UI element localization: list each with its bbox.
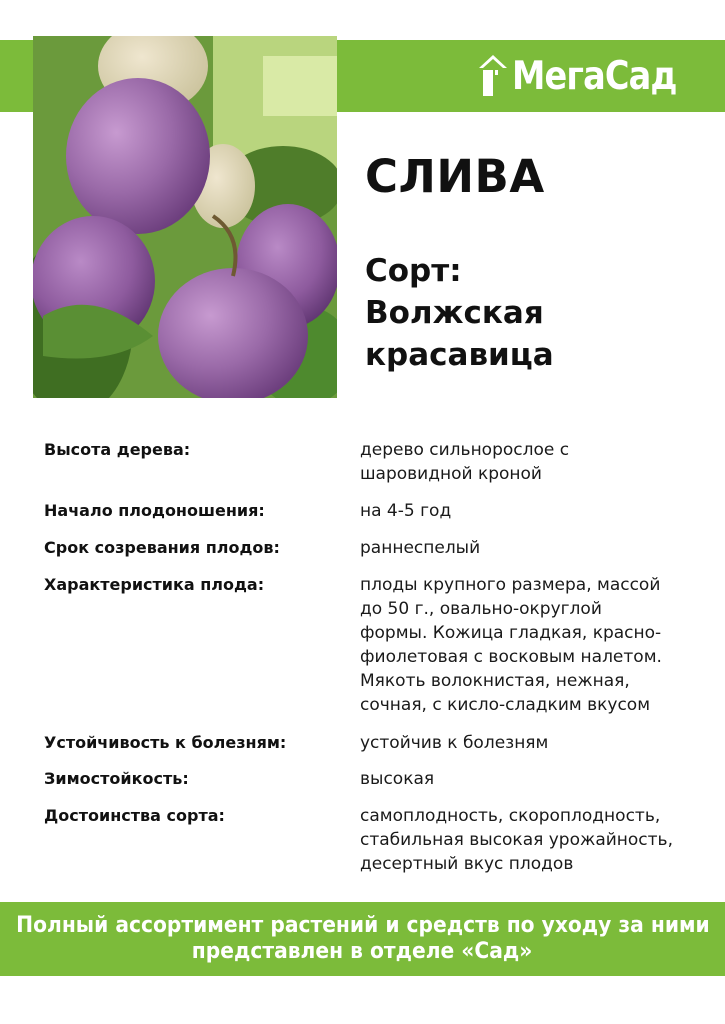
spec-value-line: устойчив к болезням <box>360 733 549 753</box>
spec-value <box>360 767 694 791</box>
spec-label: Зимостойкость: <box>44 769 189 788</box>
spec-value-line: Мякоть волокнистая, нежная, <box>360 671 630 691</box>
brand-logo <box>478 46 703 106</box>
spec-row-disease-resistance <box>44 731 694 767</box>
spec-value-line: раннеспелый <box>360 538 481 558</box>
specs-table <box>44 438 694 878</box>
spec-value <box>360 438 694 486</box>
footer-banner <box>0 902 725 976</box>
plum-photo <box>33 36 337 398</box>
spec-value-line: стабильная высокая урожайность, <box>360 830 673 850</box>
spec-value-line: сочная, с кисло-сладким вкусом <box>360 695 651 715</box>
footer-line: представлен в отделе «Сад» <box>192 939 533 964</box>
spec-label: Срок созревания плодов: <box>44 538 280 557</box>
spec-row-fruiting-start <box>44 499 694 536</box>
spec-row-height <box>44 438 694 499</box>
spec-value-line: десертный вкус плодов <box>360 854 574 874</box>
brand-name: МегаСад <box>512 53 677 99</box>
spec-value <box>360 573 694 717</box>
spec-row-fruit <box>44 573 694 731</box>
spec-value-line: формы. Кожица гладкая, красно- <box>360 623 662 643</box>
spec-row-merits <box>44 804 694 878</box>
spec-label: Устойчивость к болезням: <box>44 733 287 752</box>
spec-value-line: шаровидной кроной <box>360 464 542 484</box>
variety-line: Сорт: <box>365 253 462 289</box>
variety-heading <box>365 250 554 376</box>
spec-label: Начало плодоношения: <box>44 501 265 520</box>
spec-value <box>360 804 694 876</box>
spec-label: Достоинства сорта: <box>44 806 225 825</box>
spec-value-line: плоды крупного размера, массой <box>360 575 661 595</box>
spec-value-line: на 4-5 год <box>360 501 452 521</box>
spec-value <box>360 536 694 560</box>
spec-value <box>360 731 694 755</box>
spec-value-line: до 50 г., овально-округлой <box>360 599 602 619</box>
spec-label: Характеристика плода: <box>44 575 265 594</box>
variety-line: красавица <box>365 337 554 373</box>
spec-label: Высота дерева: <box>44 440 191 459</box>
spec-value-line: самоплодность, скороплодность, <box>360 806 661 826</box>
spec-row-winter-hardiness <box>44 767 694 804</box>
spec-value-line: фиолетовая с восковым налетом. <box>360 647 662 667</box>
house-icon <box>478 54 508 98</box>
spec-value <box>360 499 694 523</box>
variety-line: Волжская <box>365 295 544 331</box>
page-title: СЛИВА <box>365 150 545 203</box>
footer-line: Полный ассортимент растений и средств по уходу за ними <box>15 913 710 938</box>
spec-value-line: высокая <box>360 769 435 789</box>
spec-row-ripening <box>44 536 694 573</box>
spec-value-line: дерево сильнорослое с <box>360 440 570 460</box>
